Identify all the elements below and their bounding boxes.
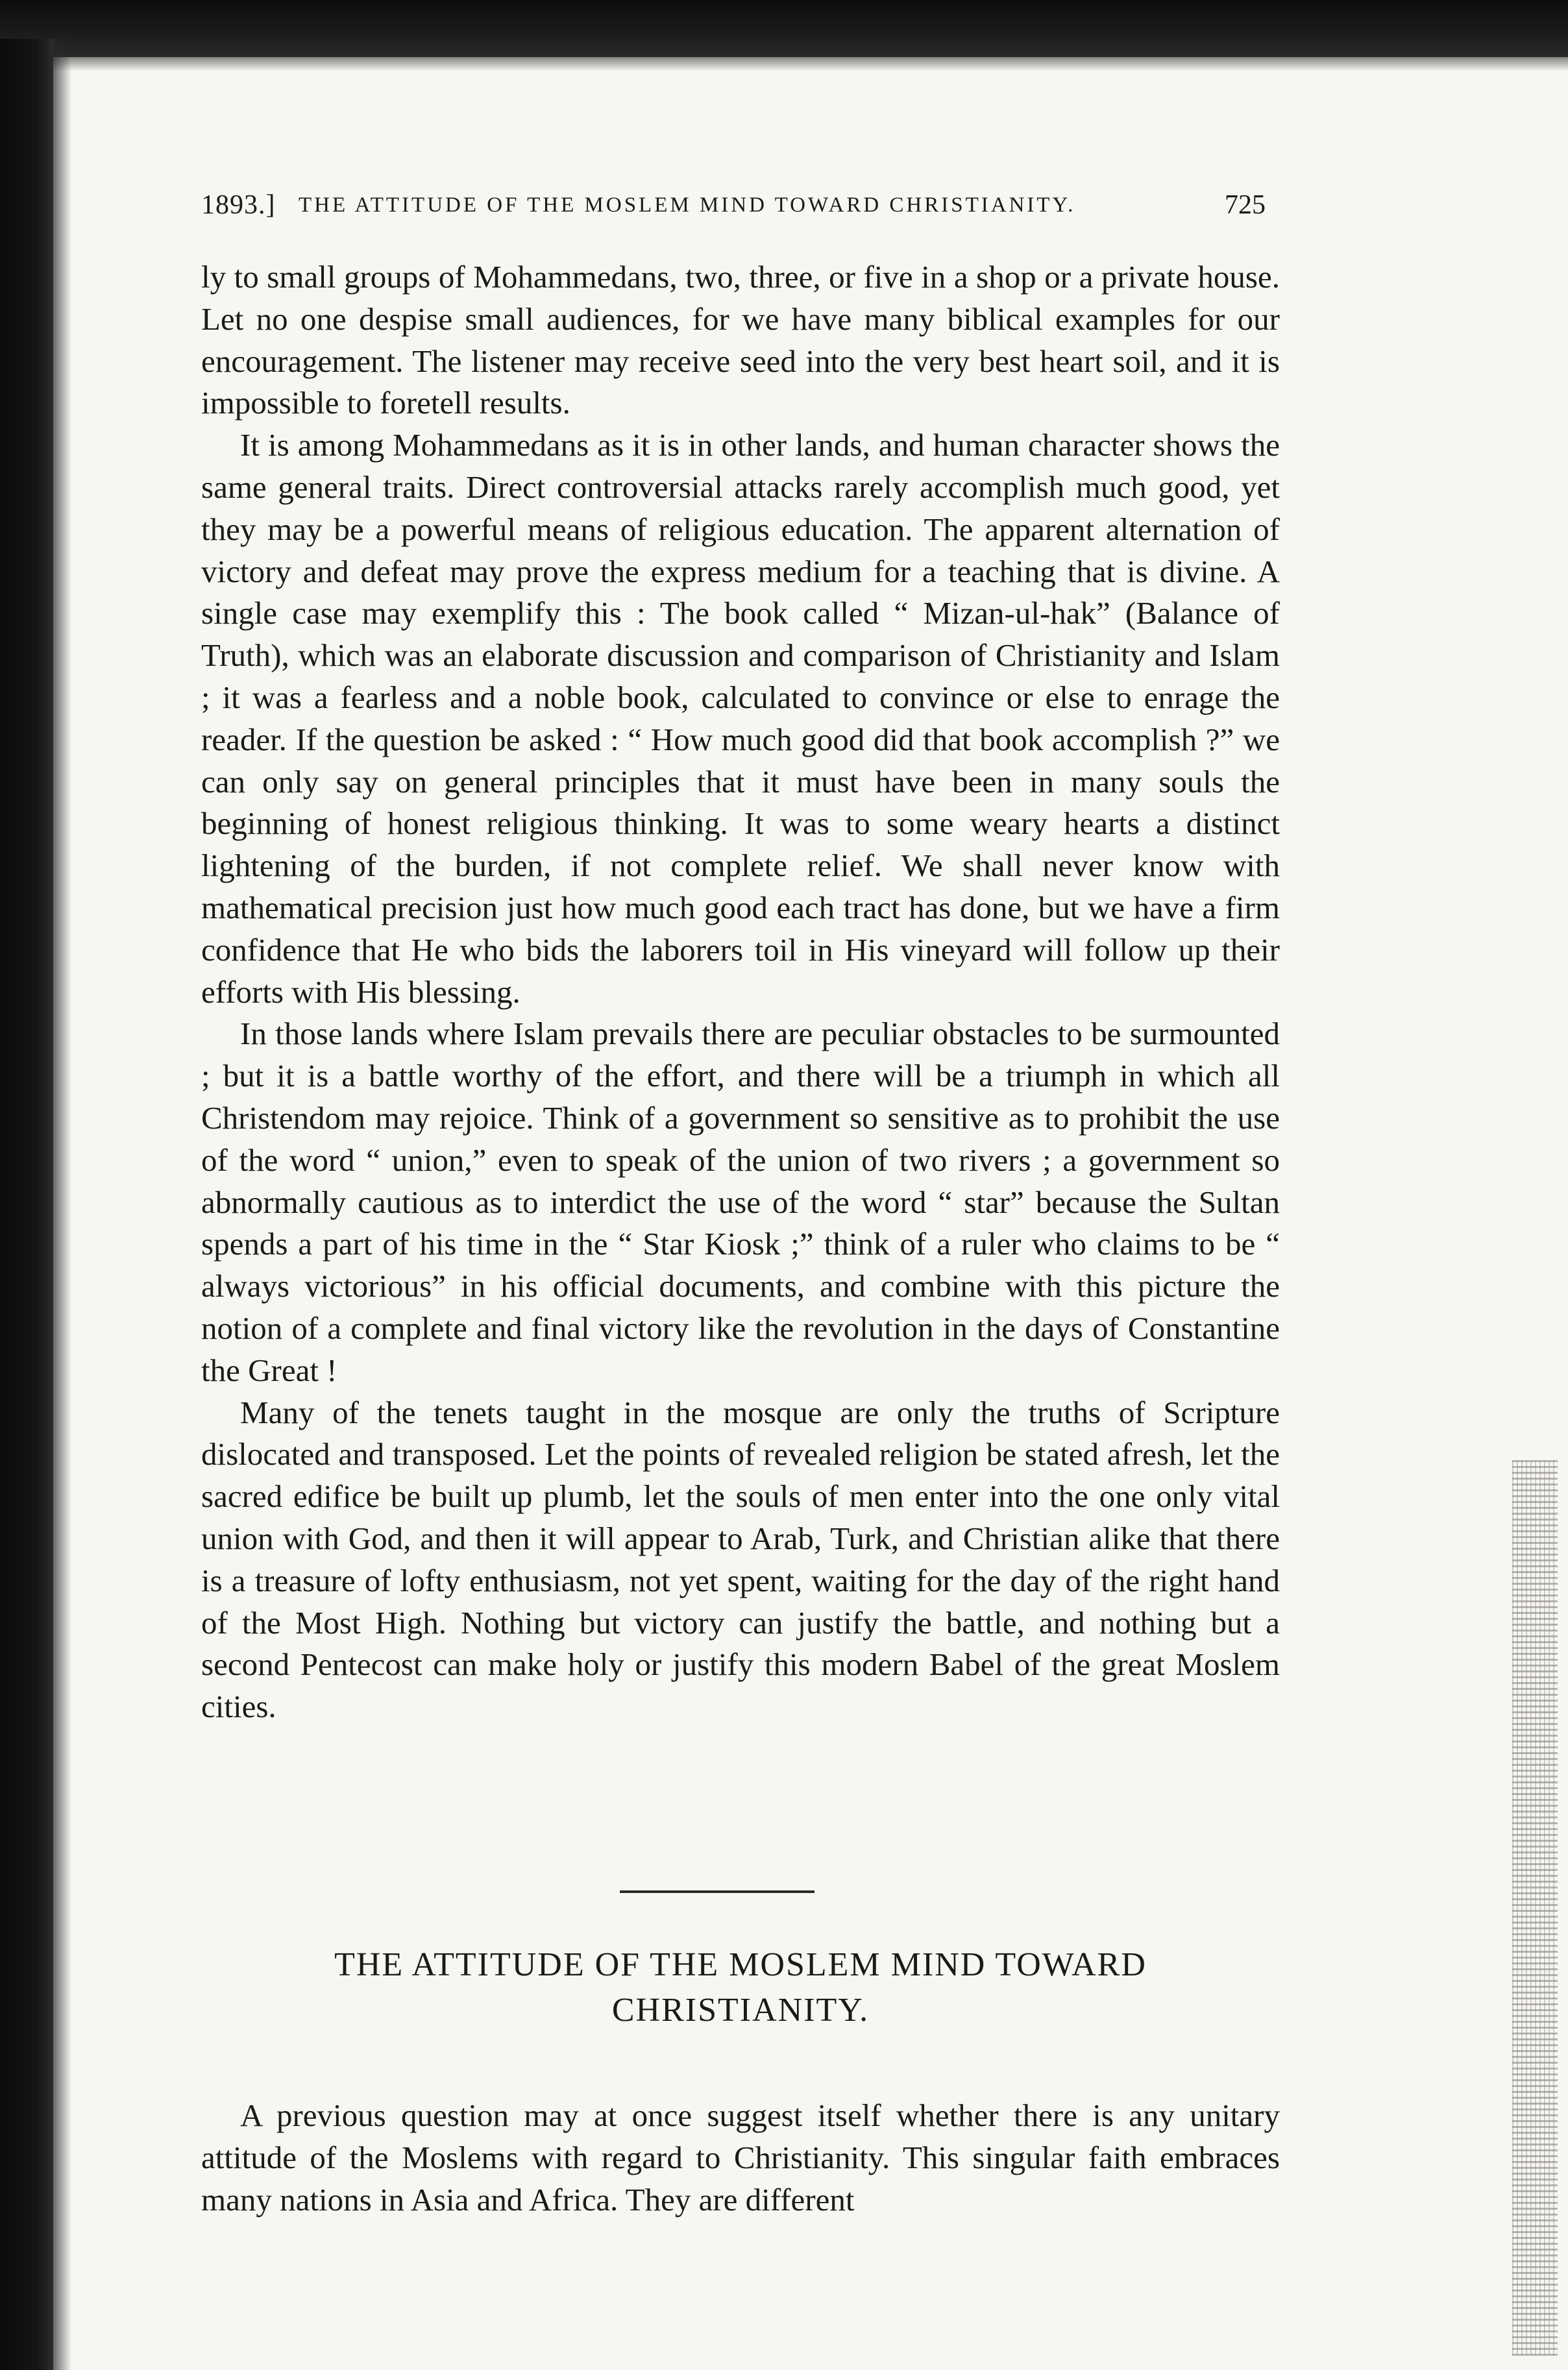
scan-top-shadow	[0, 57, 1568, 71]
body-text	[201, 256, 1280, 1728]
scan-spine-edge	[53, 39, 71, 2370]
paragraph: In those lands where Islam prevails there are peculiar obstacles to be surmounted ; but it is a battle worthy of the effort, and there will be a triumph in which all Christendom may rejoice. Think of a government so sensitive as to prohibit the use of the word “ union,” even to speak of the union of two rivers ; a government so abnormally cautious as to interdict the use of the word “ star” because the Sultan spends a part of his time in the “ Star Kiosk ;” think of a ruler who claims to be “ always victorious” in his official documents, and combine with this picture the notion of a complete and final victory like the revolution in the days of Constantine the Great !	[201, 1016, 1280, 1388]
paragraph: It is among Mohammedans as it is in other lands, and human character shows the same general traits. Direct controversial attacks rarely accomplish much good, yet they may be a powerful means of religious education. The apparent alternation of victory and defeat may prove the express medium for a teaching that is divine. A single case may exemplify this : The book called “ Mizan-ul-hak” (Balance of Truth), which was an elaborate discussion and comparison of Christianity and Islam ; it was a fearless and a noble book, calculated to convince or else to enrage the reader. If the question be asked : “ How much good did that book accomplish ?” we can only say on general principles that it must have been in many souls the beginning of honest religious thinking. It was to some weary hearts a distinct lightening of the burden, if not complete relief. We shall never know with mathematical precision just how much good each tract has done, but we have a firm confidence that He who bids the laborers toil in His vineyard will follow up their efforts with His blessing.	[201, 427, 1280, 1010]
header-year: 1893.]	[201, 190, 276, 220]
running-title: THE ATTITUDE OF THE MOSLEM MIND TOWARD CHRISTIANITY.	[299, 193, 1076, 217]
paragraph-continuation: ly to small groups of Mohammedans, two, three, or five in a shop or a private house. Let no one despise small audiences, for we have many biblical examples for our encouragement. The listener may receive seed into the very best heart soil, and it is impossible to foretell results.	[201, 259, 1280, 421]
scan-spine-shadow	[0, 39, 53, 2370]
article-paragraph: A previous question may at once suggest itself whether there is any unitary attitude of the Moslems with regard to Christianity. This singular faith embraces many nations in Asia and Africa. They are different	[201, 2097, 1280, 2217]
running-header	[201, 189, 1266, 228]
article-body	[201, 2095, 1280, 2221]
scan-top-band	[0, 0, 1568, 57]
scan-edge-speckle	[1512, 1460, 1558, 2356]
paragraph: Many of the tenets taught in the mosque are only the truths of Scripture dislocated and transposed. Let the points of revealed religion be stated afresh, let the sacred edifice be built up plumb, let the souls of men enter into the one only vital union with God, and then it will appear to Arab, Turk, and Christian alike that there is a treasure of lofty enthusiasm, not yet spent, waiting for the day of the right hand of the Most High. Nothing but victory can justify the battle, and nothing but a second Pentecost can make holy or justify this modern Babel of the great Moslem cities.	[201, 1394, 1280, 1725]
section-divider-rule	[620, 1890, 815, 1893]
page-number: 725	[1225, 190, 1266, 220]
article-title: THE ATTITUDE OF THE MOSLEM MIND TOWARD CHRISTIANITY.	[334, 1946, 1147, 2029]
